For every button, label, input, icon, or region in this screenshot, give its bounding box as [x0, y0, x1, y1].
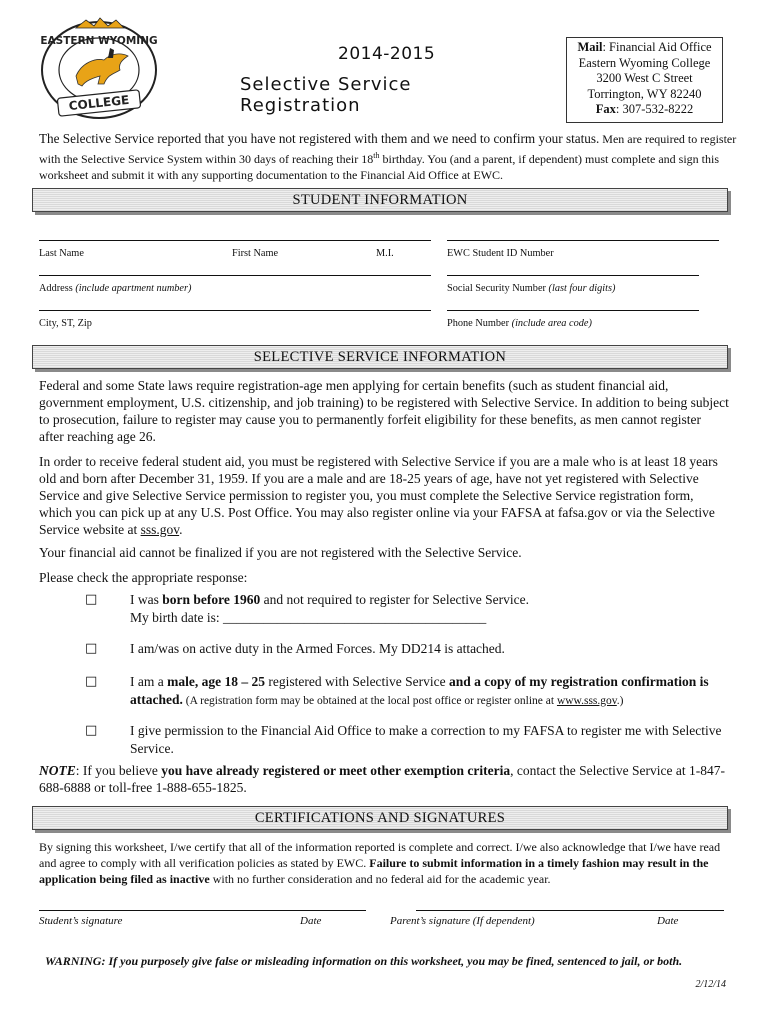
city-label: City, ST, Zip [39, 318, 92, 329]
mail-line-2: Eastern Wyoming College [578, 55, 711, 70]
student-id-label: EWC Student ID Number [447, 248, 554, 259]
note-a: : If you believe [75, 763, 162, 778]
note-c: , contact the Selective Service at 1-847-688-6888 or toll-free 1-888-655-1825. [39, 763, 725, 795]
ssn-label [447, 283, 615, 294]
form-title [240, 44, 530, 116]
parent-date-text: Date [657, 915, 679, 927]
checkbox-registered[interactable]: □ [85, 674, 98, 689]
phone-note: (include area code) [511, 318, 592, 329]
parent-date-label [657, 915, 678, 927]
ssn-label-text: Social Security Number [447, 283, 546, 294]
student-date-text: Date [300, 915, 322, 927]
form-heading: Selective Service Registration [240, 74, 412, 116]
checkbox-born-before-1960[interactable]: □ [85, 592, 98, 607]
cert-text-c: with no further consideration and no federal aid for the academic year. [209, 872, 551, 886]
opt3-a: I am a [130, 674, 168, 689]
city-line[interactable] [39, 310, 431, 311]
checkbox-fafsa-permission[interactable]: □ [85, 723, 98, 738]
birth-date-field[interactable]: _______________________________________ [223, 609, 487, 625]
student-signature-text: Student’s signature [39, 915, 123, 927]
mi-label: M.I. [376, 248, 394, 259]
selective-service-heading: SELECTIVE SERVICE INFORMATION [32, 345, 728, 369]
student-date-label [300, 915, 321, 927]
option-armed-forces: I am/was on active duty in the Armed Forces. My DD214 is attached. [130, 641, 505, 656]
student-signature-line[interactable] [39, 910, 366, 911]
mail-label: Mail [577, 40, 603, 54]
note-b: you have already registered or meet other exemption criteria [161, 763, 511, 778]
first-name-label: First Name [232, 248, 279, 259]
last-name-label: Last Name [39, 248, 84, 259]
phone-label [447, 318, 592, 329]
intro-text-2: Men are required to register with the Selective Service System within 30 days of reaching their 18 [39, 132, 737, 166]
ss-paragraph-1: Federal and some State laws require registration-age men applying for certain benefits (such as student financial aid, government employment, U.S. citizenship, and job training) to be registered with Selective Service. In addition to being subject to prosecution, failure to register may cause you to permanently forfeit eligibility for these benefits, as men cannot register after reaching age 26. [39, 378, 729, 444]
parent-signature-text: Parent’s signature (If dependent) [390, 915, 535, 927]
mail-line: : Financial Aid Office [602, 40, 712, 54]
intro-paragraph [39, 131, 739, 184]
check-prompt: Please check the appropriate response: [39, 570, 248, 585]
ss-paragraph-2-text: In order to receive federal student aid, you must be registered with Selective Service if you are a male who is at least 18 years old and born after December 31, 1959. If you are a male and are 18-25 years of age, have not yet registered with Selective Service and give Selective Service permission to register you, you must complete the Selective Service registration form, which you can pick up at any U.S. Post Office. You may also register online via your FAFSA at fafsa.gov or via the Selective Service website at [39, 454, 718, 537]
opt3-c: registered with Selective Service [264, 674, 450, 689]
sss-www-link[interactable]: www.sss.gov [556, 694, 617, 707]
phone-line[interactable] [447, 310, 699, 311]
logo-text-top: EASTERN WYOMING [40, 35, 158, 47]
option-registered [130, 673, 730, 710]
cert-text-a: By signing this worksheet, I/we certify that all of the information reported is complete and correct. I/we also acknowledge that I/we have read and agree to comply with all verification policies as stated by EWC. [39, 840, 721, 870]
option-born-before-1960 [130, 591, 730, 626]
opt3-d: and a copy of my registration confirmation is attached. [130, 674, 709, 707]
intro-sup: th [373, 150, 380, 160]
opt3-f: .) [616, 694, 624, 707]
warning-text: WARNING: If you purposely give false or misleading information on this worksheet, you may be fined, sentenced to jail, or both. [45, 954, 683, 968]
ss-paragraph-3: Your financial aid cannot be finalized if you are not registered with the Selective Service. [39, 545, 522, 560]
opt1-b: born before 1960 [162, 592, 261, 607]
birth-date-label: My birth date is: [130, 609, 223, 625]
address-label [39, 283, 191, 294]
mail-line-4: Torrington, WY 82240 [587, 86, 702, 101]
intro-text-3: birthday. You (and a parent, if dependent) must complete and sign this worksheet and submit it with any supporting documentation to the Financial Aid Office at EWC. [39, 151, 719, 182]
ssn-line[interactable] [447, 275, 699, 276]
sss-link[interactable]: sss.gov [140, 522, 180, 537]
opt1-a: I was [130, 592, 163, 607]
revision-date: 2/12/14 [695, 979, 726, 990]
checkbox-armed-forces[interactable]: □ [85, 641, 98, 656]
mailing-address-box [566, 37, 723, 123]
certifications-heading: CERTIFICATIONS AND SIGNATURES [32, 806, 728, 830]
cert-text-b: Failure to submit information in a timely fashion may result in the application being filed as inactive [39, 856, 709, 886]
address-note: (include apartment number) [75, 283, 192, 294]
student-info-heading: STUDENT INFORMATION [32, 188, 728, 212]
fax-label: Fax [595, 102, 616, 116]
parent-signature-line[interactable] [416, 910, 724, 911]
form-year: 2014-2015 [338, 44, 436, 64]
intro-text-1: The Selective Service reported that you have not registered with them and we need to confirm your status. [39, 131, 600, 146]
ss-paragraph-2 [39, 453, 729, 538]
student-id-line[interactable] [447, 240, 719, 241]
fax-value: : 307-532-8222 [615, 102, 694, 116]
college-logo [38, 14, 160, 122]
opt3-b: male, age 18 – 25 [167, 674, 265, 689]
student-signature-label [39, 915, 122, 927]
mail-line-3: 3200 West C Street [596, 71, 693, 85]
note-paragraph [39, 762, 729, 796]
option-fafsa-permission: I give permission to the Financial Aid Office to make a correction to my FAFSA to register me with Selective Service. [130, 723, 722, 756]
note-label: NOTE [39, 763, 76, 778]
certification-text [39, 839, 729, 887]
ss-paragraph-2-end: . [179, 522, 183, 537]
opt3-e: (A registration form may be obtained at the local post office or register online at [182, 694, 557, 707]
parent-signature-label [390, 915, 535, 927]
address-line[interactable] [39, 275, 431, 276]
address-label-text: Address [39, 283, 73, 294]
phone-label-text: Phone Number [447, 318, 510, 329]
opt1-c: and not required to register for Selective Service. [260, 592, 530, 607]
name-line[interactable] [39, 240, 431, 241]
logo-text-bottom: COLLEGE [68, 92, 130, 114]
ssn-note: (last four digits) [548, 283, 616, 294]
